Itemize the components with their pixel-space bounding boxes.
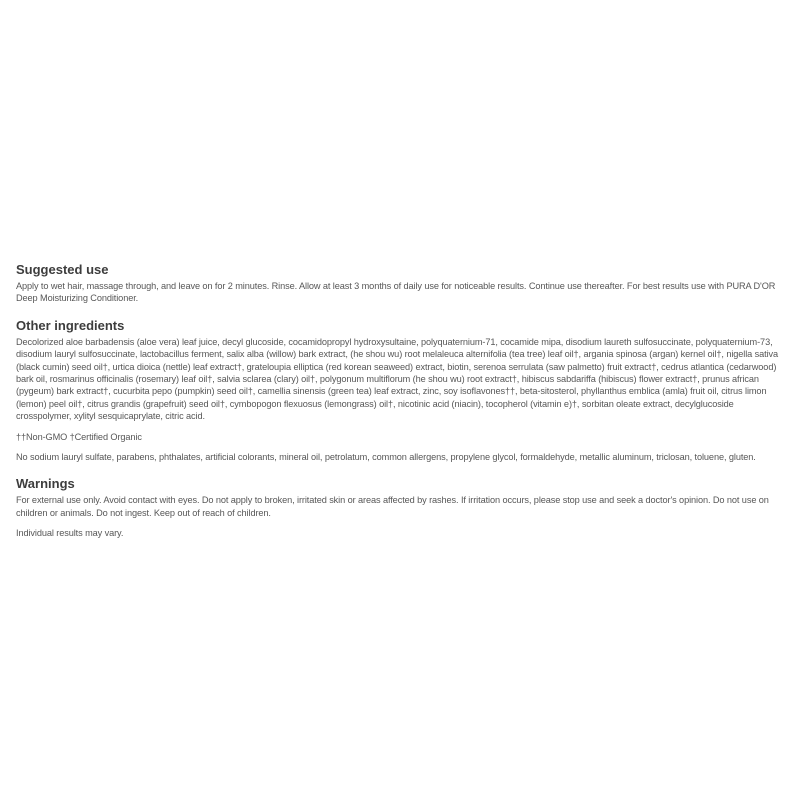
section-warnings bbox=[16, 476, 786, 539]
ingredients-free-of-paragraph: No sodium lauryl sulfate, parabens, phthalates, artificial colorants, mineral oil, petrolatum, common allergens, propylene glycol, formaldehyde, metallic aluminum, triclosan, toluene, gluten. bbox=[16, 452, 756, 463]
other-ingredients-heading: Other ingredients bbox=[16, 317, 125, 333]
suggested-use-paragraph: Apply to wet hair, massage through, and leave on for 2 minutes. Rinse. Allow at least 3 months of daily use for noticeable results. Continue use thereafter. For best results use with PURA D'OR Deep Moisturizing Conditioner. bbox=[16, 281, 776, 304]
ingredients-legend-paragraph: ††Non-GMO †Certified Organic bbox=[16, 431, 142, 442]
results-disclaimer-paragraph: Individual results may vary. bbox=[16, 528, 124, 539]
section-suggested-use bbox=[16, 262, 786, 305]
suggested-use-heading: Suggested use bbox=[16, 262, 109, 277]
section-other-ingredients bbox=[16, 318, 786, 464]
product-details-text-region bbox=[16, 262, 786, 553]
warnings-heading: Warnings bbox=[16, 476, 75, 492]
warnings-paragraph: For external use only. Avoid contact with eyes. Do not apply to broken, irritated skin or areas affected by rashes. If irritation occurs, please stop use and seek a doctor's opinion. Do not use on children or animals. Do not ingest. Keep out of reach of children. bbox=[16, 495, 769, 518]
ingredients-list-paragraph: Decolorized aloe barbadensis (aloe vera) leaf juice, decyl glucoside, cocamidopropyl hydroxysultaine, polyquaternium-71, cocamide mipa, disodium laureth sulfosuccinate, polyquaternium-73, disodium lauryl sulfosuccinate, lactobacillus ferment, salix alba (willow) bark extract, (he shou wu) root melaleuca alternifolia (tea tree) leaf oil†, argania spinosa (argan) kernel oil†, nigella sativa (black cumin) seed oil†, urtica dioica (nettle) leaf extract†, grateloupia elliptica (red korean seaweed) extract, biotin, serenoa serrulata (saw palmetto) fruit extract†, cedrus atlantica (cedarwood) bark oil, rosmarinus officinalis (rosemary) leaf oil†, salvia sclarea (clary) oil†, polygonum multiflorum (he shou wu) root extract†, hibiscus sabdariffa (hibiscus) flower extract†, prunus african (pygeum) bark extract†, cucurbita pepo (pumpkin) seed oil†, camellia sinensis (green tea) leaf extract, zinc, soy isoflavones††, beta-sitosterol, phyllanthus emblica (amla) fruit oil, citrus limon (lemon) peel oil†, citrus grandis (grapefruit) seed oil†, cymbopogon flexuosus (lemongrass) oil†, nicotinic acid (niacin), tocopherol (vitamin e)†, sorbitan oleate extract, decylglucoside crosspolymer, xylityl sesquicaprylate, citric acid. bbox=[16, 336, 779, 422]
